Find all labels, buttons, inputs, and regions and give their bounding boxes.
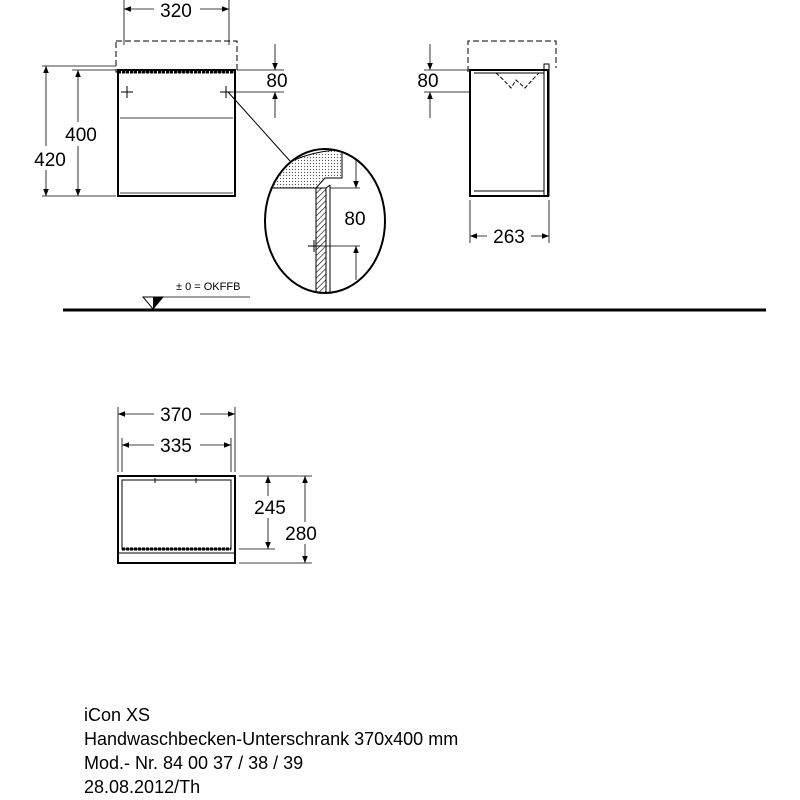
dim-front-height-inner: 400 — [65, 125, 97, 146]
side-basin-outline — [468, 41, 556, 72]
dim-top-depth-inner: 245 — [254, 498, 286, 519]
dim-top-width-outer: 370 — [160, 405, 192, 426]
dim-front-width: 320 — [160, 1, 192, 22]
front-view-labels — [28, 0, 288, 171]
dim-front-height-total: 420 — [34, 150, 66, 171]
dim-detail-offset: 80 — [344, 209, 366, 230]
mounting-hole-right — [220, 86, 232, 98]
top-view-labels — [154, 403, 322, 545]
detail-leader — [228, 92, 290, 161]
side-cabinet-body — [470, 70, 548, 196]
model-number: Mod.- Nr. 84 00 37 / 38 / 39 — [84, 753, 304, 773]
detail-view — [260, 149, 385, 298]
floor-level-label: ± 0 = OKFFB — [176, 281, 241, 293]
floor-level — [63, 281, 766, 310]
dim-side-offset: 80 — [417, 71, 439, 92]
product-name: iCon XS — [84, 705, 151, 725]
drawing-date: 28.08.2012/Th — [84, 777, 201, 797]
side-view — [424, 41, 556, 243]
front-view — [42, 0, 284, 196]
title-block — [84, 703, 458, 799]
dim-side-depth: 263 — [493, 227, 525, 248]
product-description: Handwaschbecken-Unterschrank 370x400 mm — [84, 729, 459, 749]
mounting-hole-left — [121, 86, 133, 98]
basin-outline — [116, 41, 237, 72]
side-siphon-cutout — [496, 73, 539, 88]
dim-front-offset: 80 — [266, 71, 288, 92]
side-view-labels — [417, 71, 531, 248]
dim-top-width-inner: 335 — [160, 436, 192, 457]
cabinet-body — [118, 70, 235, 196]
dim-top-depth-outer: 280 — [285, 524, 317, 545]
